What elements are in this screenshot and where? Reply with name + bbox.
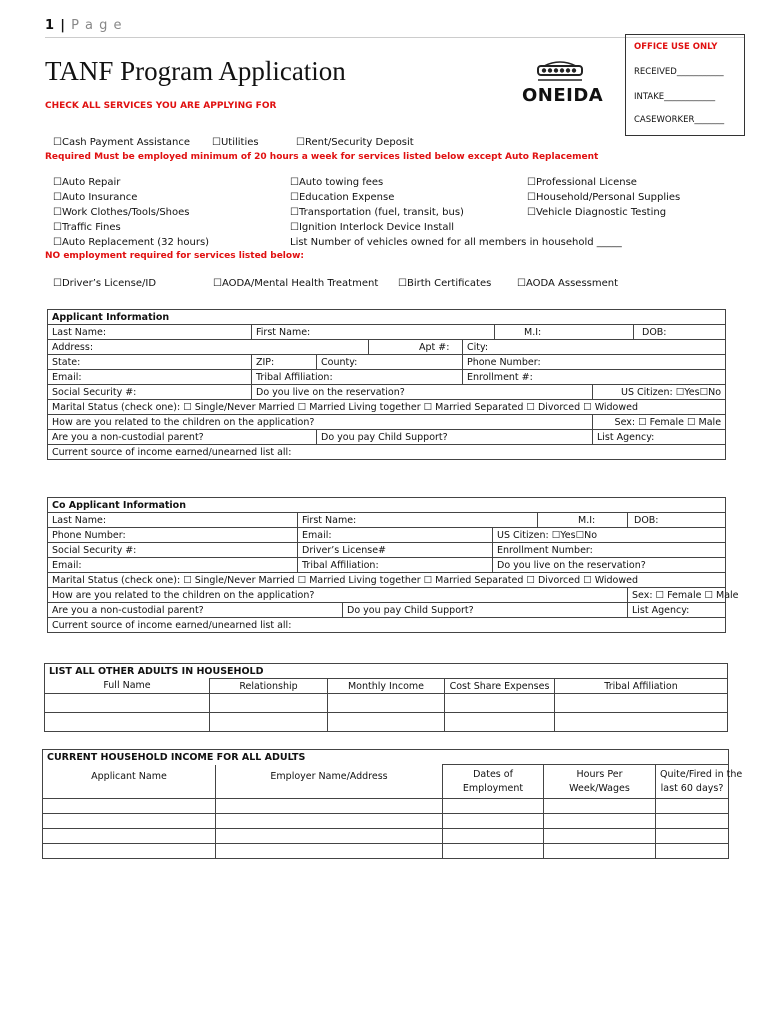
received-field[interactable]: RECEIVED___________	[634, 67, 724, 77]
coapplicant-dob-field[interactable]: DOB:	[628, 513, 726, 528]
applicant-child-support-field[interactable]: Do you pay Child Support?	[317, 430, 593, 445]
applicant-agency-field[interactable]: List Agency:	[593, 430, 726, 445]
service-auto-repair-checkbox[interactable]: ☐Auto Repair	[53, 177, 121, 188]
applicant-ssn-field[interactable]: Social Security #:	[48, 385, 252, 400]
service-aoda-treatment-checkbox[interactable]: ☐AODA/Mental Health Treatment	[213, 278, 379, 289]
income-col-quit	[656, 765, 743, 799]
applicant-city-field[interactable]: City:	[463, 340, 726, 355]
income-cell[interactable]	[656, 829, 729, 844]
income-col-hours	[544, 765, 656, 799]
applicant-section-title: Applicant Information	[48, 310, 726, 325]
service-birth-cert-checkbox[interactable]: ☐Birth Certificates	[398, 278, 492, 289]
income-col-applicant: Applicant Name	[43, 765, 216, 799]
coapplicant-last-name-field[interactable]: Last Name:	[48, 513, 298, 528]
intake-field[interactable]: INTAKE____________	[634, 92, 716, 102]
adults-cell[interactable]	[445, 694, 555, 713]
income-cell[interactable]	[544, 814, 656, 829]
logo-text: ONEIDA	[522, 85, 604, 106]
coapplicant-ssn-field[interactable]: Social Security #:	[48, 543, 298, 558]
coapplicant-first-name-field[interactable]: First Name:	[298, 513, 538, 528]
service-education-checkbox[interactable]: ☐Education Expense	[290, 192, 395, 203]
vehicles-count-field[interactable]: List Number of vehicles owned for all members in household _____	[290, 237, 622, 248]
income-col-quit-line1: Quite/Fired in the	[660, 768, 743, 780]
coapplicant-citizen-field[interactable]: US Citizen: ☐Yes☐No	[493, 528, 726, 543]
income-section-title: CURRENT HOUSEHOLD INCOME FOR ALL ADULTS	[43, 750, 443, 765]
income-cell[interactable]	[216, 799, 443, 814]
service-ignition-checkbox[interactable]: ☐Ignition Interlock Device Install	[290, 222, 455, 233]
oneida-logo-icon	[524, 58, 596, 88]
applicant-enrollment-field[interactable]: Enrollment #:	[463, 370, 726, 385]
income-cell[interactable]	[544, 829, 656, 844]
applicant-address-field[interactable]: Address:	[48, 340, 369, 355]
adults-cell[interactable]	[45, 713, 210, 732]
adults-section-title: LIST ALL OTHER ADULTS IN HOUSEHOLD	[45, 664, 728, 679]
income-col-hours-line2: Week/Wages	[569, 782, 630, 794]
applicant-mi-field[interactable]: M.I:	[495, 325, 634, 340]
applicant-reservation-field[interactable]: Do you live on the reservation?	[252, 385, 593, 400]
service-auto-insurance-checkbox[interactable]: ☐Auto Insurance	[53, 192, 138, 203]
income-cell[interactable]	[216, 829, 443, 844]
adults-col-monthly-income: Monthly Income	[328, 679, 445, 694]
applicant-county-field[interactable]: County:	[317, 355, 463, 370]
coapplicant-tribal-field[interactable]: Tribal Affiliation:	[298, 558, 493, 573]
income-cell[interactable]	[216, 814, 443, 829]
applicant-tribal-field[interactable]: Tribal Affiliation:	[252, 370, 463, 385]
adults-cell[interactable]	[328, 694, 445, 713]
applicant-dob-field[interactable]: DOB:	[634, 325, 726, 340]
income-cell[interactable]	[443, 814, 544, 829]
adults-col-relationship: Relationship	[210, 679, 328, 694]
coapplicant-phone-field[interactable]: Phone Number:	[48, 528, 298, 543]
income-table	[42, 749, 743, 859]
income-cell[interactable]	[443, 844, 544, 859]
applicant-email-field[interactable]: Email:	[48, 370, 252, 385]
service-traffic-fines-checkbox[interactable]: ☐Traffic Fines	[53, 222, 121, 233]
caseworker-field[interactable]: CASEWORKER_______	[634, 115, 725, 125]
adults-cell[interactable]	[445, 713, 555, 732]
service-license-checkbox[interactable]: ☐Professional License	[527, 177, 637, 188]
service-cash-checkbox[interactable]: ☐Cash Payment Assistance	[53, 137, 191, 148]
adults-cell[interactable]	[555, 713, 728, 732]
service-utilities-checkbox[interactable]: ☐Utilities	[212, 137, 259, 148]
service-towing-checkbox[interactable]: ☐Auto towing fees	[290, 177, 384, 188]
required-note: Required Must be employed minimum of 20 hours a week for services listed below except Auto Replacement	[45, 152, 599, 162]
adults-col-cost-share: Cost Share Expenses	[445, 679, 555, 694]
income-cell[interactable]	[43, 829, 216, 844]
income-cell[interactable]	[43, 844, 216, 859]
applicant-marital-status[interactable]: Marital Status (check one): ☐ Single/Never Married ☐ Married Living together ☐ Married Separated ☐ Divorced ☐ Widowed	[48, 400, 726, 415]
coapplicant-income-field[interactable]: Current source of income earned/unearned list all:	[48, 618, 726, 633]
adults-cell[interactable]	[45, 694, 210, 713]
applicant-income-field[interactable]: Current source of income earned/unearned list all:	[48, 445, 726, 460]
adults-cell[interactable]	[555, 694, 728, 713]
coapplicant-child-support-field[interactable]: Do you pay Child Support?	[343, 603, 628, 618]
adults-table	[44, 663, 728, 732]
coapplicant-reservation-field[interactable]: Do you live on the reservation?	[493, 558, 726, 573]
applicant-noncustodial-field[interactable]: Are you a non-custodial parent?	[48, 430, 317, 445]
income-cell[interactable]	[443, 799, 544, 814]
applicant-phone-field[interactable]: Phone Number:	[463, 355, 726, 370]
coapplicant-section-title: Co Applicant Information	[48, 498, 726, 513]
service-aoda-assessment-checkbox[interactable]: ☐AODA Assessment	[517, 278, 619, 289]
service-drivers-license-checkbox[interactable]: ☐Driver’s License/ID	[53, 278, 157, 289]
page-title: TANF Program Application	[45, 56, 346, 86]
income-cell[interactable]	[43, 799, 216, 814]
service-work-clothes-checkbox[interactable]: ☐Work Clothes/Tools/Shoes	[53, 207, 190, 218]
page-header: 1 | P a g e	[45, 18, 123, 33]
applicant-citizen-field[interactable]: US Citizen: ☐Yes☐No	[593, 385, 726, 400]
coapplicant-enrollment-field[interactable]: Enrollment Number:	[493, 543, 726, 558]
income-cell[interactable]	[656, 844, 729, 859]
coapplicant-noncustodial-field[interactable]: Are you a non-custodial parent?	[48, 603, 343, 618]
income-cell[interactable]	[544, 844, 656, 859]
coapplicant-drivers-field[interactable]: Driver’s License#	[298, 543, 493, 558]
income-cell[interactable]	[443, 829, 544, 844]
coapplicant-marital-status[interactable]: Marital Status (check one): ☐ Single/Never Married ☐ Married Living together ☐ Married Separated ☐ Divorced ☐ Widowed	[48, 573, 726, 588]
applicant-apt-field[interactable]: Apt #:	[369, 340, 463, 355]
income-col-dates-line2: Employment	[462, 782, 524, 794]
service-auto-replacement-checkbox[interactable]: ☐Auto Replacement (32 hours)	[53, 237, 210, 248]
adults-col-full-name: Full Name	[45, 679, 210, 694]
coapplicant-table	[47, 497, 739, 633]
income-cell[interactable]	[43, 814, 216, 829]
income-col-employer: Employer Name/Address	[216, 765, 443, 799]
income-col-dates-line1: Dates of	[473, 768, 513, 780]
adults-cell[interactable]	[210, 713, 328, 732]
coapplicant-email2-field[interactable]: Email:	[48, 558, 298, 573]
adults-cell[interactable]	[210, 694, 328, 713]
applicant-table	[47, 309, 726, 460]
income-col-quit-line2: last 60 days?	[660, 782, 724, 794]
page-label: P a g e	[71, 18, 123, 33]
office-use-title: OFFICE USE ONLY	[634, 42, 718, 52]
income-cell[interactable]	[656, 814, 729, 829]
income-cell[interactable]	[544, 799, 656, 814]
coapplicant-mi-field[interactable]: M.I:	[538, 513, 628, 528]
service-rent-checkbox[interactable]: ☐Rent/Security Deposit	[296, 137, 414, 148]
service-household-checkbox[interactable]: ☐Household/Personal Supplies	[527, 192, 681, 203]
coapplicant-email-field[interactable]: Email:	[298, 528, 493, 543]
applicant-sex-field[interactable]: Sex: ☐ Female ☐ Male	[593, 415, 726, 430]
income-col-dates	[443, 765, 544, 799]
applicant-first-name-field[interactable]: First Name:	[252, 325, 495, 340]
applicant-last-name-field[interactable]: Last Name:	[48, 325, 252, 340]
office-use-box	[625, 34, 745, 136]
service-transportation-checkbox[interactable]: ☐Transportation (fuel, transit, bus)	[290, 207, 464, 218]
page-number: 1	[45, 18, 56, 33]
income-cell[interactable]	[216, 844, 443, 859]
check-all-heading: CHECK ALL SERVICES YOU ARE APPLYING FOR	[45, 101, 277, 111]
coapplicant-agency-field[interactable]: List Agency:	[628, 603, 726, 618]
income-col-hours-line1: Hours Per	[576, 768, 623, 780]
adults-col-tribal: Tribal Affiliation	[555, 679, 728, 694]
service-diagnostic-checkbox[interactable]: ☐Vehicle Diagnostic Testing	[527, 207, 667, 218]
income-cell[interactable]	[656, 799, 729, 814]
coapplicant-sex-field[interactable]: Sex: ☐ Female ☐ Male	[628, 588, 726, 603]
applicant-related-field[interactable]: How are you related to the children on the application?	[48, 415, 593, 430]
coapplicant-related-field[interactable]: How are you related to the children on the application?	[48, 588, 628, 603]
applicant-zip-field[interactable]: ZIP:	[252, 355, 317, 370]
adults-cell[interactable]	[328, 713, 445, 732]
no-employment-note: NO employment required for services listed below:	[45, 251, 304, 261]
applicant-state-field[interactable]: State:	[48, 355, 252, 370]
